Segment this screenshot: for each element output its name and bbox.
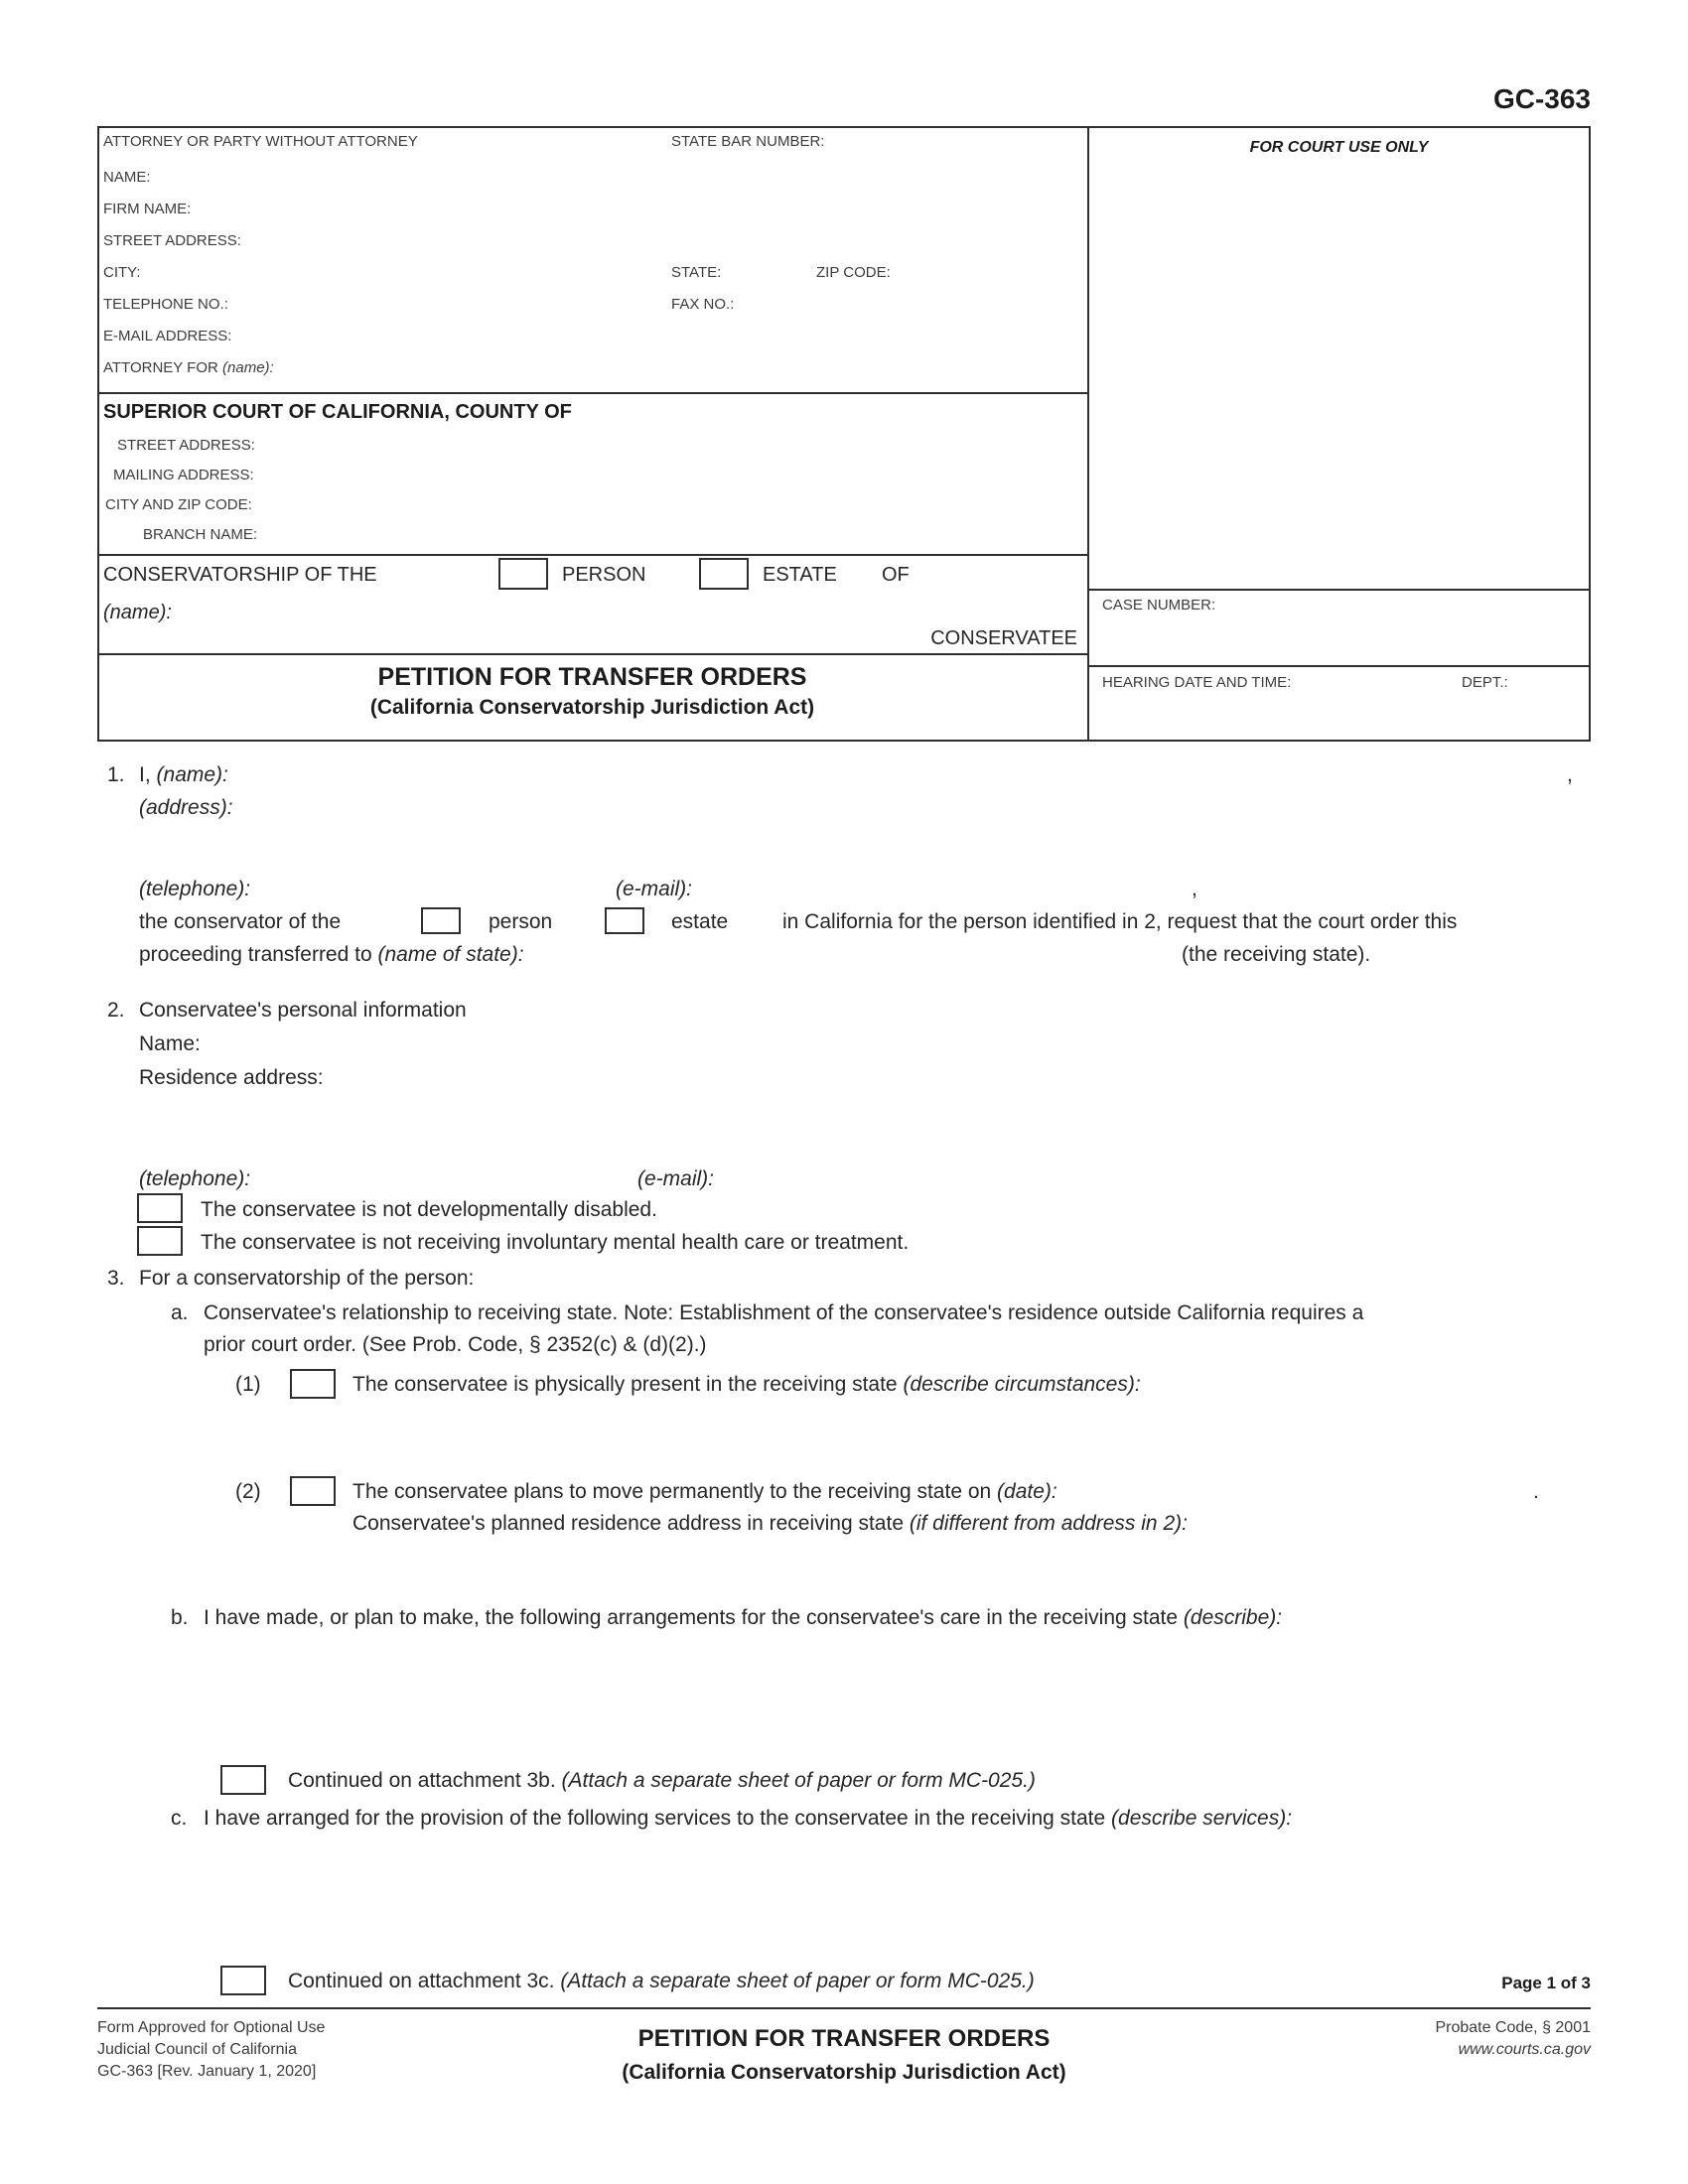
item1-person-label: person [489,910,553,933]
item3a2-line2-main: Conservatee's planned residence address in receiving state [352,1512,910,1535]
item1-estate-label: estate [671,910,729,933]
item1-email-label: (e-mail): [616,878,692,900]
caption-person-checkbox[interactable] [498,558,548,590]
superior-court-title: SUPERIOR COURT OF CALIFORNIA, COUNTY OF [103,401,572,423]
item3c-continued-checkbox[interactable] [220,1966,266,1995]
attorney-for-label [103,359,274,376]
for-court-use-label: FOR COURT USE ONLY [1249,139,1429,156]
item3c-letter: c. [171,1807,188,1830]
item1-i-prefix: I, [139,763,157,786]
conservatee-label: CONSERVATEE [930,627,1077,649]
footer-title: PETITION FOR TRANSFER ORDERS [637,2025,1051,2052]
telephone-label: TELEPHONE NO.: [103,296,228,313]
zip-code-label: ZIP CODE: [816,264,891,281]
item1-number: 1. [107,763,125,786]
item3a-line2: prior court order. (See Prob. Code, § 2352(c) & (d)(2).) [204,1333,707,1356]
item3a2-line2-italic: (if different from address in 2): [909,1512,1188,1535]
footer-subtitle: (California Conservatorship Jurisdiction Act) [622,2061,1066,2084]
city-label: CITY: [103,264,141,281]
item1-email-comma: , [1192,878,1197,900]
item3a-line1: Conservatee's relationship to receiving state. Note: Establishment of the conservatee's residence outside California requires a [204,1301,1364,1324]
item3b-continued-main: Continued on attachment 3b. [288,1769,562,1792]
firm-name-label: FIRM NAME: [103,201,192,217]
attorney-caption: ATTORNEY OR PARTY WITHOUT ATTORNEY [103,133,418,150]
court-city-zip-label: CITY AND ZIP CODE: [105,496,252,513]
item3a2-text-main: The conservatee plans to move permanently to the receiving state on [352,1480,998,1503]
item2-name-label: Name: [139,1032,201,1055]
court-caption-divider [97,554,1087,556]
caption-name-label: (name): [103,602,172,623]
item1-person-checkbox[interactable] [421,907,461,934]
item2-number: 2. [107,999,125,1022]
fax-label: FAX NO.: [671,296,735,313]
item1-transfer-line [139,943,524,967]
header-column-divider [1087,126,1089,742]
attorney-court-divider [97,392,1087,394]
caption-estate-label: ESTATE [763,564,837,586]
item1-state-label: (name of state): [377,943,524,966]
item1-conservator-text: the conservator of the [139,910,342,933]
footer-probate-code: Probate Code, § 2001 [1435,2019,1591,2036]
courtuse-case-divider [1087,589,1591,591]
caption-estate-checkbox[interactable] [699,558,749,590]
item2-not-disabled-checkbox[interactable] [137,1193,183,1223]
court-mailing-address-label: MAILING ADDRESS: [113,467,254,483]
item3a2-checkbox[interactable] [290,1476,336,1506]
attorney-for-name: (name): [222,359,274,376]
state-label: STATE: [671,264,722,281]
caption-person-label: PERSON [562,564,646,586]
item3a2-text [352,1480,1057,1504]
item3b-text [204,1606,1282,1630]
item3c-continued-italic: (Attach a separate sheet of paper or form MC-025.) [560,1970,1035,1992]
court-branch-name-label: BRANCH NAME: [143,526,258,543]
item3a2-period: . [1533,1480,1539,1503]
item3b-text-main: I have made, or plan to make, the following arrangements for the conservatee's care in the receiving state [204,1606,1184,1629]
court-street-address-label: STREET ADDRESS: [117,437,255,454]
item1-estate-checkbox[interactable] [605,907,644,934]
item1-name-label: (name): [156,763,228,786]
form-number: GC-363 [1492,83,1591,114]
item3a1-number: (1) [235,1373,261,1396]
caption-title-divider [97,653,1087,655]
item3a1-text [352,1373,1141,1397]
item1-transfer-prefix: proceeding transferred to [139,943,378,966]
item3c-text-italic: (describe services): [1111,1807,1293,1830]
item2-not-involuntary-text: The conservatee is not receiving involuntary mental health care or treatment. [201,1231,910,1254]
item3-number: 3. [107,1267,125,1290]
item3b-text-italic: (describe): [1183,1606,1283,1629]
footer-form-revision: GC-363 [Rev. January 1, 2020] [97,2063,317,2080]
item1-address-label: (address): [139,796,233,819]
item1-telephone-label: (telephone): [139,878,251,900]
item3b-continued-text [288,1769,1036,1793]
footer-approved-line1: Form Approved for Optional Use [97,2019,326,2036]
footer-divider [97,2007,1591,2009]
item3c-text [204,1807,1292,1831]
page-indicator: Page 1 of 3 [1501,1974,1591,1992]
item3-heading: For a conservatorship of the person: [139,1267,475,1290]
item3a1-checkbox[interactable] [290,1369,336,1399]
state-bar-number-label: STATE BAR NUMBER: [671,133,825,150]
footer-website-link[interactable]: www.courts.ca.gov [1458,2041,1591,2058]
item3a-letter: a. [171,1301,189,1324]
item3c-text-main: I have arranged for the provision of the following services to the conservatee in the receiving state [204,1807,1112,1830]
item2-email-label: (e-mail): [637,1167,714,1190]
item3c-continued-text [288,1970,1035,1993]
item3a1-text-italic: (describe circumstances): [903,1373,1141,1396]
item2-not-involuntary-checkbox[interactable] [137,1226,183,1256]
item3a2-text-italic: (date): [997,1480,1057,1503]
hearing-date-label: HEARING DATE AND TIME: [1102,674,1292,691]
footer-approved-line2: Judicial Council of California [97,2041,297,2058]
form-subtitle: (California Conservatorship Jurisdiction Act) [369,696,815,719]
item1-trailing-comma: , [1567,763,1573,786]
item2-telephone-label: (telephone): [139,1167,251,1190]
item1-receiving-state: (the receiving state). [1182,943,1371,966]
form-title: PETITION FOR TRANSFER ORDERS [377,663,807,691]
item3b-letter: b. [171,1606,189,1629]
item1-name-line [139,763,228,787]
caption-lead: CONSERVATORSHIP OF THE [103,564,377,586]
item2-residence-label: Residence address: [139,1066,324,1089]
item2-heading: Conservatee's personal information [139,999,467,1022]
item3a2-number: (2) [235,1480,261,1503]
item2-not-disabled-text: The conservatee is not developmentally disabled. [201,1198,657,1221]
caption-of-label: OF [882,564,910,586]
email-label: E-MAIL ADDRESS: [103,328,232,344]
item3a1-text-main: The conservatee is physically present in the receiving state [352,1373,904,1396]
attorney-for-prefix: ATTORNEY FOR [103,359,223,376]
street-address-label: STREET ADDRESS: [103,232,241,249]
item1-request-text: in California for the person identified in 2, request that the court order this [782,910,1458,933]
case-number-label: CASE NUMBER: [1102,597,1216,614]
item3b-continued-checkbox[interactable] [220,1765,266,1795]
item3a2-line2 [352,1512,1188,1536]
case-hearing-divider [1087,665,1591,667]
attorney-name-label: NAME: [103,169,151,186]
dept-label: DEPT.: [1462,674,1508,691]
item3c-continued-main: Continued on attachment 3c. [288,1970,561,1992]
item3b-continued-italic: (Attach a separate sheet of paper or form MC-025.) [561,1769,1036,1792]
